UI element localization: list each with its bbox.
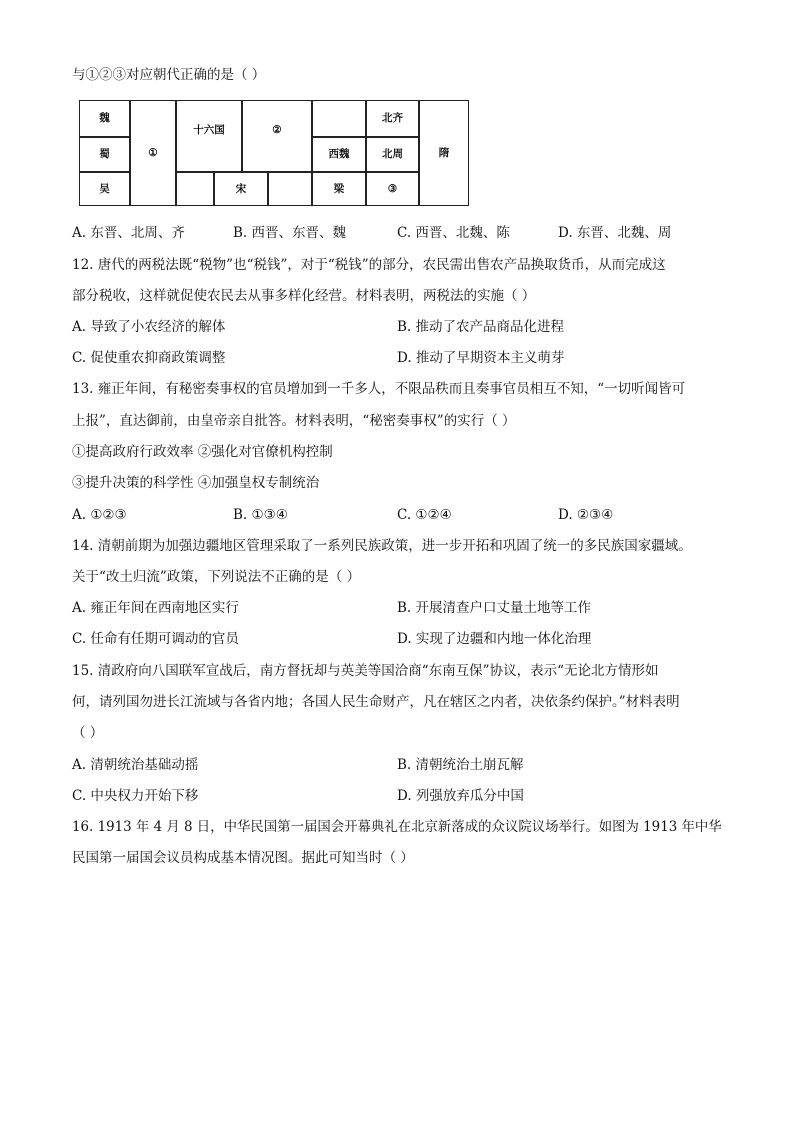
- q12-option-a: A. 导致了小农经济的解体: [72, 319, 226, 335]
- q13-item-2: ③提升决策的科学性 ④加强皇权专制统治: [72, 475, 320, 491]
- q13-item-1: ①提高政府行政效率 ②强化对官僚机构控制: [72, 444, 333, 460]
- q12-option-c: C. 促使重农抑商政策调整: [72, 350, 226, 366]
- q15-option-c: C. 中央权力开始下移: [72, 788, 199, 804]
- q11-option-b: B. 西晋、东晋、魏: [233, 225, 347, 241]
- q11-stem: 与①②③对应朝代正确的是（ ）: [72, 67, 266, 83]
- cell-wu: 吴: [79, 172, 130, 206]
- q11-option-d: D. 东晋、北魏、周: [558, 225, 672, 241]
- cell-liang: 梁: [312, 172, 366, 206]
- cell-song: 宋: [214, 172, 268, 206]
- cell-xiwei: 西魏: [312, 137, 366, 172]
- cell-blank-1: ①: [130, 100, 176, 206]
- q13-line-2: 上报”，直达御前，由皇帝亲自批答。材料表明，“秘密奏事权”的实行（ ）: [72, 413, 516, 429]
- q15-line-1: 15. 清政府向八国联军宣战后，南方督抚却与英美等国洽商“东南互保”协议，表示“无论北方情形如: [72, 663, 659, 679]
- dynasty-table: [79, 100, 469, 206]
- cell-wei: 魏: [79, 100, 130, 137]
- q13-line-1: 13. 雍正年间，有秘密奏事权的官员增加到一千多人，不限品秩而且奏事官员相互不知，“一切听闻皆可: [72, 381, 686, 397]
- q15-option-a: A. 清朝统治基础动摇: [72, 757, 199, 773]
- cell-beizhou: 北周: [366, 137, 419, 172]
- cell-empty-bottom-2: [268, 172, 312, 206]
- q13-option-c: C. ①②④: [397, 507, 452, 523]
- q15-option-d: D. 列强放弃瓜分中国: [397, 788, 524, 804]
- q14-option-a: A. 雍正年间在西南地区实行: [72, 600, 239, 616]
- q14-option-b: B. 开展清查户口丈量土地等工作: [397, 600, 592, 616]
- q11-option-a: A. 东晋、北周、齐: [72, 225, 185, 241]
- q11-option-c: C. 西晋、北魏、陈: [397, 225, 510, 241]
- q15-line-2: 何，请列国勿进长江流域与各省内地；各国人民生命财产，凡在辖区之内者，决依条约保护。”材料表明: [72, 694, 680, 710]
- q16-line-2: 民国第一届国会议员构成基本情况图。据此可知当时（ ）: [72, 850, 414, 866]
- q14-option-d: D. 实现了边疆和内地一体化治理: [397, 631, 592, 647]
- q12-line-1: 12. 唐代的两税法既“税物”也“税钱”，对于“税钱”的部分，农民需出售农产品换取货币，从而完成这: [72, 257, 666, 273]
- q14-line-1: 14. 清朝前期为加强边疆地区管理采取了一系列民族政策，进一步开拓和巩固了统一的多民族国家疆域。: [72, 538, 692, 554]
- cell-empty: [312, 100, 366, 137]
- q13-option-a: A. ①②③: [72, 507, 127, 523]
- cell-sui: 隋: [419, 100, 469, 206]
- q14-option-c: C. 任命有任期可调动的官员: [72, 631, 239, 647]
- cell-beiqi: 北齐: [366, 100, 419, 137]
- q13-option-b: B. ①③④: [233, 507, 288, 523]
- q16-line-1: 16. 1913 年 4 月 8 日，中华民国第一届国会开幕典礼在北京新落成的众议院议场举行。如图为 1913 年中华: [72, 819, 722, 835]
- cell-sixteen-label: 十六国: [193, 124, 225, 136]
- q15-line-3: （ ）: [72, 725, 104, 741]
- cell-empty-bottom-1: [176, 172, 214, 206]
- q13-option-d: D. ②③④: [558, 507, 614, 523]
- cell-sixteen-kingdoms: [176, 100, 242, 172]
- q12-option-b: B. 推动了农产品商品化进程: [397, 319, 565, 335]
- q15-option-b: B. 清朝统治土崩瓦解: [397, 757, 524, 773]
- cell-shu: 蜀: [79, 137, 130, 172]
- q14-line-2: 关于“改土归流”政策，下列说法不正确的是（ ）: [72, 569, 361, 585]
- cell-blank-2-label: ②: [272, 124, 282, 136]
- q12-option-d: D. 推动了早期资本主义萌芽: [397, 350, 565, 366]
- cell-blank-3: ③: [366, 172, 419, 206]
- q12-line-2: 部分税收，这样就促使农民去从事多样化经营。材料表明，两税法的实施（ ）: [72, 288, 536, 304]
- cell-blank-2: [242, 100, 312, 172]
